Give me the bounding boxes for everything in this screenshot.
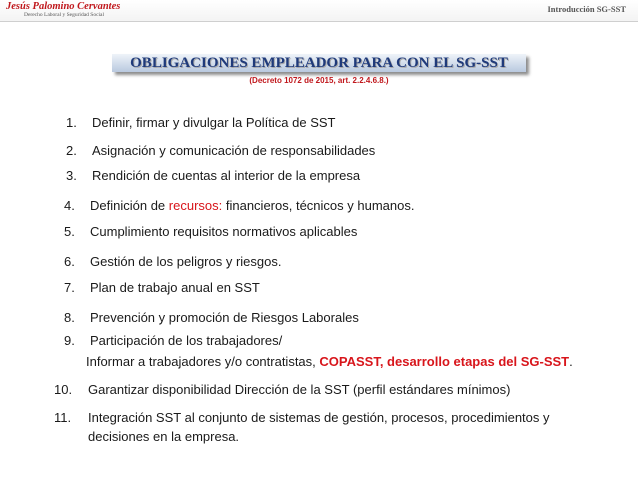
item-text: Plan de trabajo anual en SST [90,280,260,295]
list-item-3 [66,168,360,184]
item-highlight: recursos: [168,198,223,213]
list-item-1 [66,115,335,131]
list-item-2 [66,143,375,159]
item-text: Integración SST al conjunto de sistemas de gestión, procesos, procedimientos y [88,410,550,425]
item-text-after: financieros, técnicos y humanos. [222,198,415,213]
item-number: 5. [64,224,75,239]
item-text: Gestión de los peligros y riesgos. [90,254,282,269]
item-text: Participación de los trabajadores/ [90,333,283,348]
item-number: 10. [54,382,73,397]
item-text: Garantizar disponibilidad Dirección de la SST (perfil estándares mínimos) [88,382,511,397]
item-text: Rendición de cuentas al interior de la empresa [92,168,361,183]
list-item-10 [54,382,510,398]
item-number: 2. [66,143,77,158]
list-item-7 [64,280,260,296]
title-banner: OBLIGACIONES EMPLEADOR PARA CON EL SG-SST [112,54,526,72]
list-item-9 [64,333,282,349]
header-divider [0,21,638,22]
item-number: 3. [66,168,77,183]
item-text-after: . [569,354,573,369]
item-number: 6. [64,254,75,269]
list-item-9-continuation [86,354,573,370]
list-item-5 [64,224,357,240]
item-text: Asignación y comunicación de responsabilidades [92,143,376,158]
author-name: Jesús Palomino Cervantes [6,1,121,12]
list-item-11-continuation: decisiones en la empresa. [88,429,240,444]
item-text: Informar a trabajadores y/o contratistas, [86,354,320,369]
decree-reference: (Decreto 1072 de 2015, art. 2.2.4.6.8.) [249,76,389,85]
item-text: Definición de [90,198,169,213]
list-item-11 [54,410,550,426]
item-number: 7. [64,280,75,295]
list-item-6 [64,254,281,270]
item-number: 11. [54,410,72,425]
section-title: Introducción SG-SST [547,4,626,14]
author-subtitle: Derecho Laboral y Seguridad Social [24,12,105,18]
item-number: 9. [64,333,75,348]
list-item-4 [64,198,414,214]
item-highlight: COPASST, desarrollo etapas del SG-SST [319,354,570,369]
item-text: Prevención y promoción de Riesgos Laborales [90,310,359,325]
item-text: Definir, firmar y divulgar la Política de SST [92,115,336,130]
item-number: 4. [64,198,75,213]
item-number: 8. [64,310,75,325]
item-number: 1. [66,115,77,130]
list-item-8 [64,310,359,326]
item-text: Cumplimiento requisitos normativos aplicables [90,224,358,239]
